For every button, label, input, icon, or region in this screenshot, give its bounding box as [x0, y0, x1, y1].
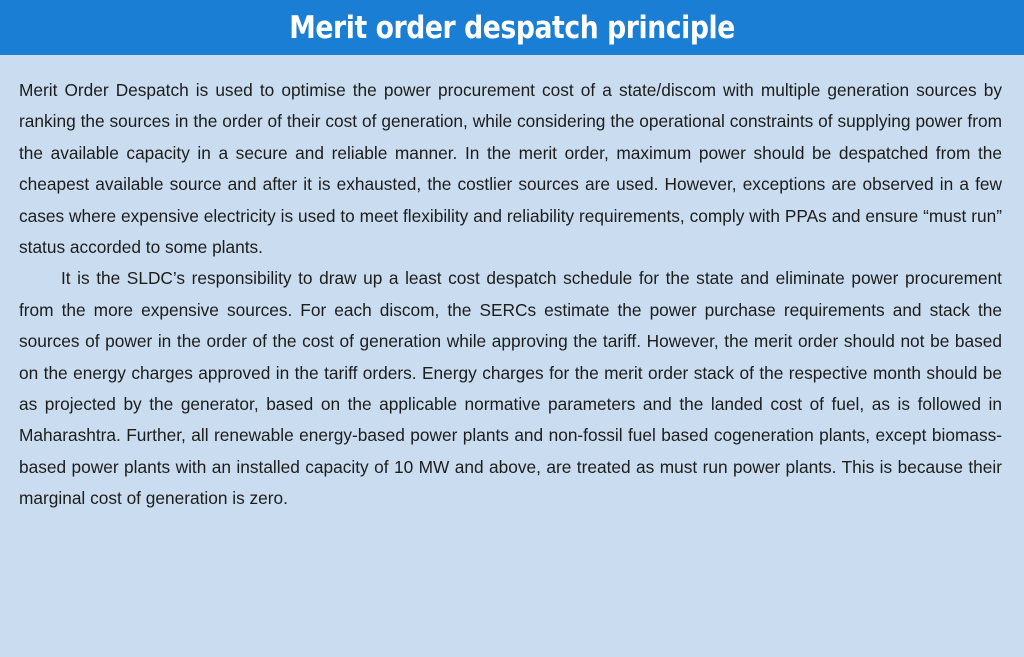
panel-body: [0, 55, 1024, 515]
paragraph-2: It is the SLDC’s responsibility to draw up a least cost despatch schedule for the state and eliminate power procurement from the more expensive sources. For each discom, the SERCs estimate the power purchase requirements and stack the sources of power in the order of the cost of generation while approving the tariff. However, the merit order should not be based on the energy charges approved in the tariff orders. Energy charges for the merit order stack of the respective month should be as projected by the generator, based on the applicable normative parameters and the landed cost of fuel, as is followed in Maharashtra. Further, all renewable energy-based power plants and non-fossil fuel based cogeneration plants, except biomass-based power plants with an installed capacity of 10 MW and above, are treated as must run power plants. This is because their marginal cost of generation is zero.: [19, 268, 1002, 509]
panel-title: Merit order despatch principle: [289, 9, 735, 46]
paragraph-1: Merit Order Despatch is used to optimise the power procurement cost of a state/discom with multiple generation sources by ranking the sources in the order of their cost of generation, while considering the operational constraints of supplying power from the available capacity in a secure and reliable manner. In the merit order, maximum power should be despatched from the cheapest available source and after it is exhausted, the costlier sources are used. However, exceptions are observed in a few cases where expensive electricity is used to meet flexibility and reliability requirements, comply with PPAs and ensure “must run” status accorded to some plants.: [19, 80, 1002, 258]
panel-header: [0, 0, 1024, 55]
